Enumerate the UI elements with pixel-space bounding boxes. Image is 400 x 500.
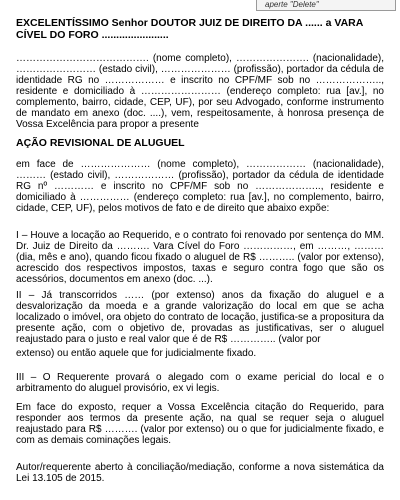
paragraph-em-face: em face de ………………… (nome completo), ……………… (nacionalidade), ……… (estado civil), ……………… (profissão), portador da cédula de identidade RG nº ………… e inscrito no CPF/MF sob no ……………….., residente e domiciliado à …………… (endereço completo: rua [av.], no complemento, bairro, cidade, CEP, UF), pelos motivos de fato e de direito que abaixo expõe:: [16, 159, 384, 214]
section-title: AÇÃO REVISIONAL DE ALUGUEL: [16, 137, 185, 149]
paragraph-item-iii: III – O Requerente provará o alegado com o exame pericial do local e o arbitramento do aluguel provisório, ex vi legis.: [16, 372, 384, 394]
paragraph-item-i: I – Houve a locação ao Requerido, e o contrato foi renovado por sentença do MM. Dr. Juiz de Direito da ………. Vara Cível do Foro ……………, em ………, ……… (dia, mês e ano), quando ficou fixado o aluguel de R$ ……….. (valor por extenso), acrescido dos respectivos impostos, taxas e seguro contra fogo que são os acessórios, documentos em anexo (doc. ...).: [16, 230, 384, 285]
paragraph-conciliacao: Autor/requerente aberto à conciliação/mediação, conforme a nova sistemática da Lei 13.105 de 2015.: [16, 462, 384, 484]
paragraph-requerimento: Em face do exposto, requer a Vossa Excelência citação do Requerido, para responder aos termos da presente ação, na qual se requer seja o aluguel reajustado para R$ ………. (valor por extenso) ou o que for judicialmente fixado, e com as demais cominações legais.: [16, 402, 384, 446]
delete-hint-tooltip: aperte "Delete": [256, 0, 396, 11]
paragraph-qualificacao: …………………………………. (nome completo), …………………. (nacionalidade), …………………… (estado civil), ………………… (profissão), portador da cédula de identidade RG no ……………… e inscrito no CPF/MF sob no ……………….., residente e domiciliado à …………………… (endereço completo: rua [av.], no complemento, bairro, cidade, CEP, UF), por seu Advogado, conforme instrumento de mandato em anexo (doc. ....), vem, respeitosamente, à honrosa presença de Vossa Excelência para propor a presente: [16, 53, 384, 130]
paragraph-item-ii: II – Já transcorridos …… (por extenso) anos da fixação do aluguel e a desvalorização da moeda e a grande valorização do local em que se acha localizado o imóvel, ora objeto do contrato de locação, justifica-se a propositura da presente ação, com o objetivo de, provadas as justificativas, ser o aluguel reajustado para o justo e real valor que é de R$ ………….. (valor por: [16, 290, 384, 345]
paragraph-item-ii-continuation: extenso) ou então aquele que for judicialmente fixado.: [16, 348, 257, 359]
document-title: EXCELENTÍSSIMO Senhor DOUTOR JUIZ DE DIREITO DA ...... a VARA CÍVEL DO FORO .......................: [16, 17, 363, 41]
